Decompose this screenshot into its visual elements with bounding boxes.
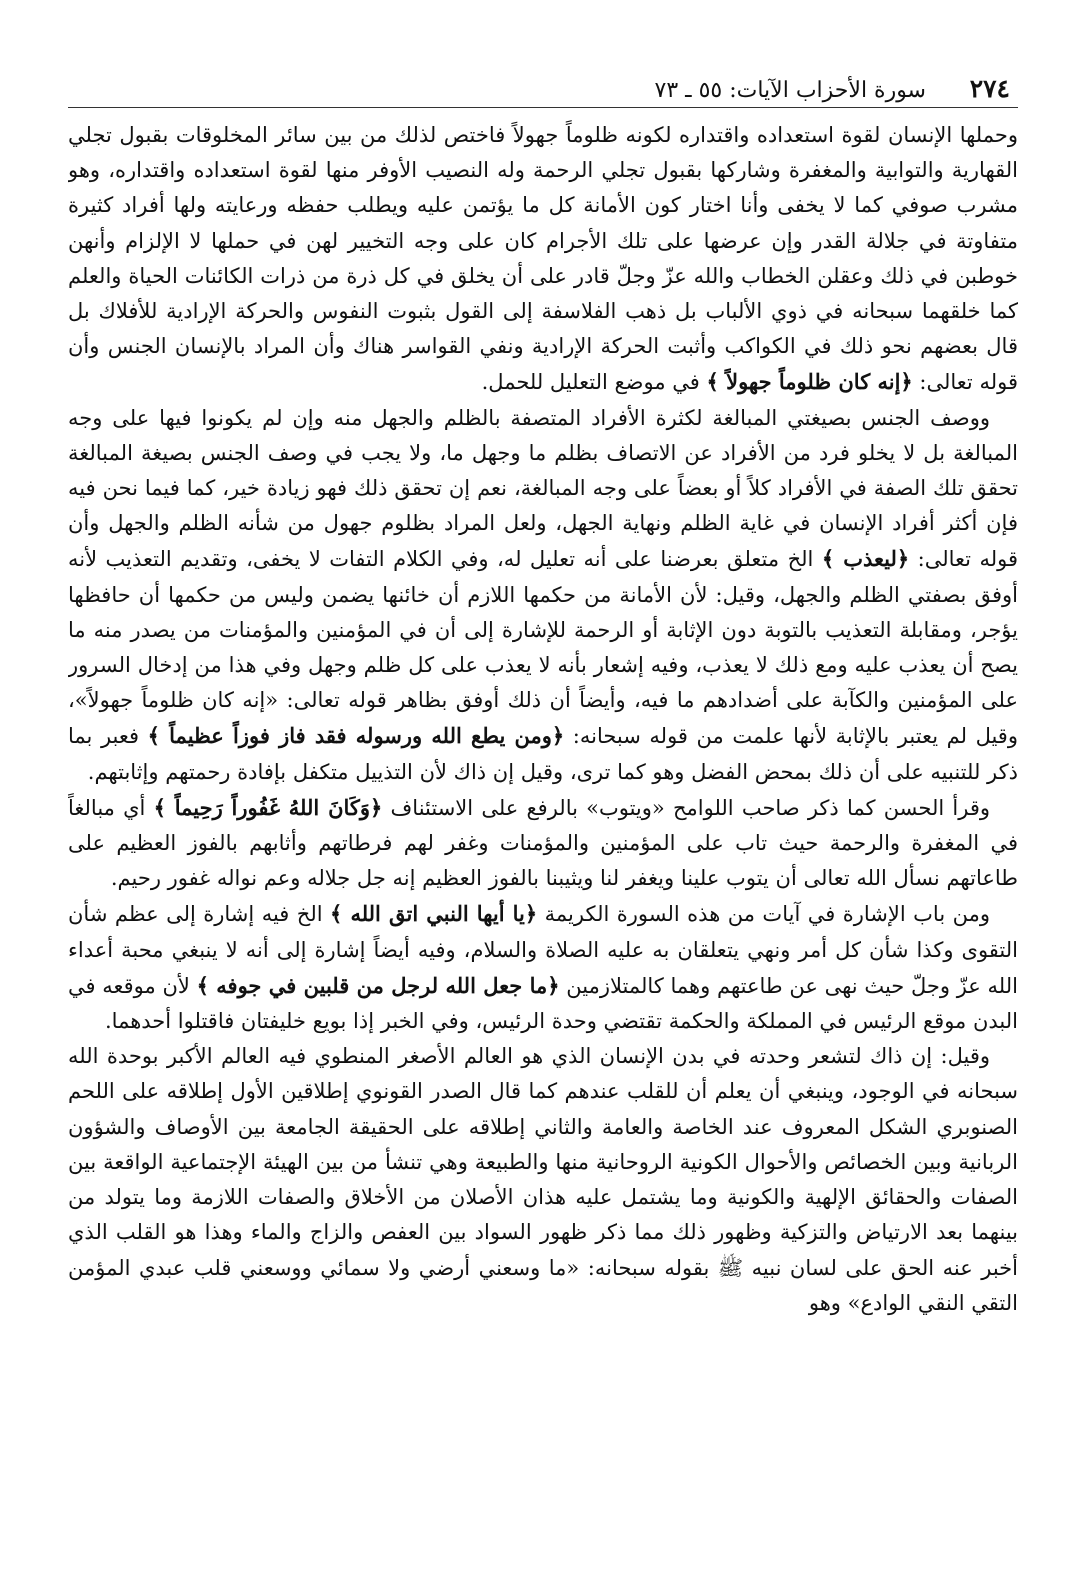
quran-verse-quote: ﴿ليعذب ﴾	[821, 546, 910, 572]
paragraph-text: ومن باب الإشارة في آيات من هذه السورة الكريمة	[537, 902, 990, 927]
quran-verse-quote: ﴿إنه كان ظلوماً جهولاً ﴾	[706, 369, 913, 395]
paragraph	[68, 896, 1018, 1039]
paragraph-text: لأن موقعه في البدن موقع الرئيس في المملكة والحكمة تقتضي وحدة الرئيس، وفي الخبر إذا بويع خليفتان فاقتلوا أحدهما.	[68, 973, 1018, 1034]
quran-verse-quote: ﴿ومن يطع الله ورسوله فقد فاز فوزاً عظيماً ﴾	[147, 723, 565, 749]
paragraph	[68, 118, 1018, 401]
running-title: سورة الأحزاب الآيات: ٥٥ ـ ٧٣	[654, 78, 926, 103]
quran-verse-quote: ﴿وَكَانَ اللهُ غَفُوراً رَحِيماً ﴾	[153, 794, 383, 820]
paragraph-text: الخ متعلق بعرضنا على أنه تعليل له، وفي الكلام التفات لا يخفى، وتقديم التعذيب لأنه أوفق بصفتي الظلم والجهل، وقيل: لأن الأمانة من حكمها اللازم أن خائنها يضمن وليس من حكمها أن حافظها يؤجر، ومقابلة التعذيب بالتوبة دون الإثابة أو الرحمة للإشارة إلى أن في المؤمنين والمؤمنات من يصدر منه ما يصح أن يعذب عليه ومع ذلك لا يعذب، وفيه إشعار بأنه لا يعذب على كل ظلم وجهل وفي هذا من إدخال السرور على المؤمنين والكآبة على أضدادهم ما فيه، وأيضاً أن ذلك أوفق بظاهر قوله تعالى: «إنه كان ظلوماً جهولاً»، وقيل لم يعتبر بالإثابة لأنها علمت من قوله سبحانه:	[68, 547, 1018, 749]
paragraph-text: فعبر بما ذكر للتنبيه على أن ذلك بمحض الفضل وهو كما ترى، وقيل إن ذاك لأن التذييل متكفل بإفادة رحمتهم وإثابتهم.	[68, 724, 1018, 784]
paragraph-text: الخ فيه إشارة إلى عظم شأن التقوى وكذا شأن كل أمر ونهي يتعلقان به عليه الصلاة والسلام، وفيه أيضاً إشارة إلى أنه لا ينبغي محبة أعداء الله عزّ وجلّ حيث نهى عن طاعتهم وهما كالمتلازمين	[68, 902, 1018, 998]
quran-verse-quote: ﴿ما جعل الله لرجل من قلبين في جوفه ﴾	[196, 972, 560, 998]
paragraph-text: وقرأ الحسن كما ذكر صاحب اللوامح «ويتوب» بالرفع على الاستئناف	[382, 795, 991, 820]
paragraph-text: وحملها الإنسان لقوة استعداده واقتداره لكونه ظلوماً جهولاً فاختص لذلك من بين سائر المخلوقات بقبول تجلي القهارية والتوابية والمغفرة وشاركها بقبول تجلي الرحمة وله النصيب الأوفر منها لقوة استعداده واقتداره، وهو مشرب صوفي كما لا يخفى وأنا اختار كون الأمانة كل ما يؤتمن عليه ويطلب حفظه ورعايته ولها أفراد كثيرة متفاوتة في جلالة القدر وإن عرضها على تلك الأجرام كان على وجه التخيير لهن في حملها لا الإلزام وأنهن خوطبن في ذلك وعقلن الخطاب والله عزّ وجلّ قادر على أن يخلق في كل ذرة من ذرات الكائنات الحياة والعلم كما خلقهما سبحانه في ذوي الألباب بل ذهب الفلاسفة إلى القول بثبوت النفوس والحركة الإرادية للأفلاك بل قال بعضهم نحو ذلك في الكواكب وأثبت الحركة الإرادية ونفي القواسر هناك وأن المراد بالإنسان الجنس وأن قوله تعالى:	[68, 123, 1018, 395]
page-header	[68, 70, 1018, 108]
paragraph-text: وقيل: إن ذاك لتشعر وحدته في بدن الإنسان الذي هو العالم الأصغر المنطوي فيه العالم الأكبر بوحدة الله سبحانه في الوجود، وينبغي أن يعلم أن للقلب عندهم كما قال الصدر القونوي إطلاقين الأول إطلاقه على اللحم الصنوبري الشكل المعروف عند الخاصة والعامة والثاني إطلاقه على الحقيقة الجامعة بين الأوصاف والشؤون الربانية وبين الخصائص والأحوال الكونية الروحانية منها والطبيعة وهي تنشأ من بين الهيئة الإجتماعية الواقعة بين الصفات والحقائق الإلهية والكونية وما يشتمل عليه هذان الأصلان من الأخلاق والصفات اللازمة وما يتولد من بينهما بعد الارتياض والتزكية وظهور ذلك مما ذكر ظهور السواد بين العفص والزاج والماء وهذا هو القلب الذي أخبر عنه الحق على لسان نبيه ﷺ بقوله سبحانه: «ما وسعني أرضي ولا سمائي ووسعني قلب عبدي المؤمن التقي النقي الوادع» وهو	[68, 1044, 1018, 1315]
header-divider	[68, 107, 1018, 108]
paragraph-text: ووصف الجنس بصيغتي المبالغة لكثرة الأفراد المتصفة بالظلم والجهل منه وإن لم يكونوا فيها على وجه المبالغة بل لا يخلو فرد من الأفراد عن الاتصاف بظلم ما وجهل ما، ولا يجب في وصف الجنس بصيغة المبالغة تحقق تلك الصفة في الأفراد كلاً أو بعضاً على وجه المبالغة، نعم إن تحقق ذلك فهو زيادة خير، كما فيما نحن فيه فإن أكثر أفراد الإنسان في غاية الظلم ونهاية الجهل، ولعل المراد بظلوم جهول من شأنه الظلم والجهل وأن قوله تعالى:	[68, 405, 1018, 572]
paragraph	[68, 1039, 1018, 1321]
paragraph-text: أي مبالغاً في المغفرة والرحمة حيث تاب على المؤمنين والمؤمنات وغفر لهم فرطاتهم وأثابهم بالفوز العظيم على طاعاتهم نسأل الله تعالى أن يتوب علينا ويغفر لنا ويثيبنا بالفوز العظيم إنه جل جلاله وعم نواله غفور رحيم.	[68, 795, 1018, 891]
page-number: ٢٧٤	[969, 74, 1010, 103]
paragraph-text: في موضع التعليل للحمل.	[481, 370, 707, 395]
book-page	[68, 70, 1018, 1560]
quran-verse-quote: ﴿يا أيها النبي اتق الله ﴾	[330, 901, 538, 927]
body-text	[68, 118, 1018, 1321]
paragraph	[68, 401, 1018, 790]
paragraph	[68, 790, 1018, 897]
